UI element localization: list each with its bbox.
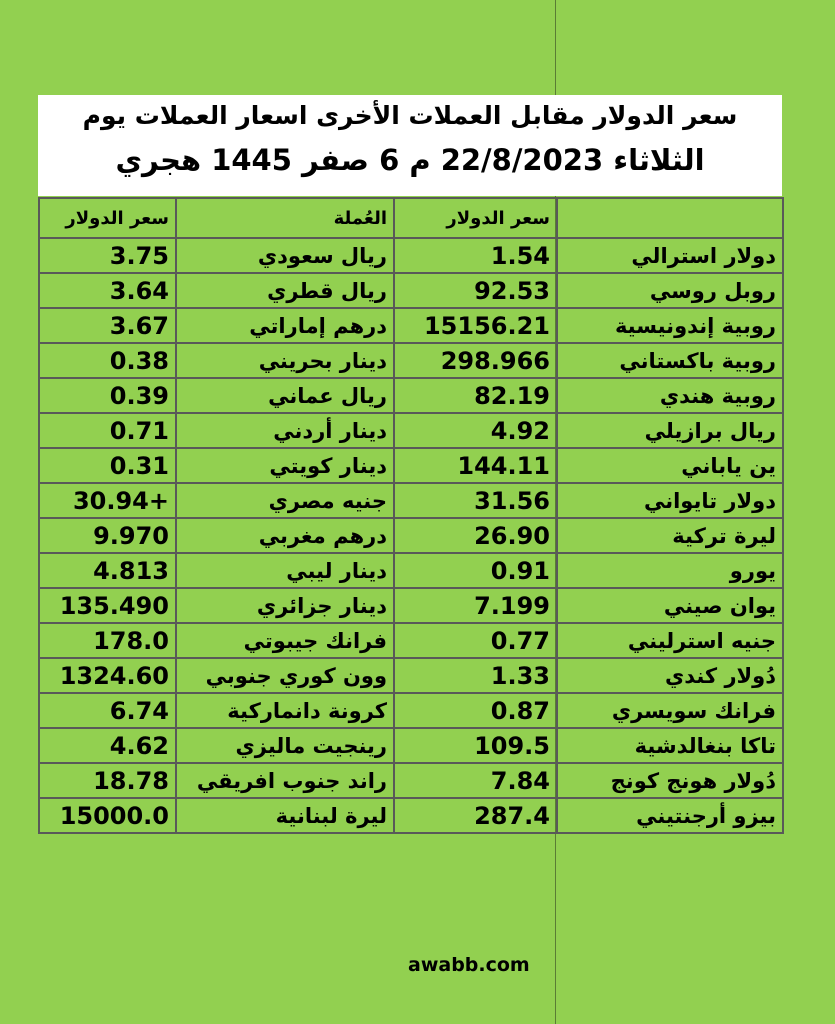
- currency-left-cell: دينار جزائري: [176, 588, 394, 623]
- usd-rate-right-cell: 0.77: [394, 623, 557, 658]
- title-box: [38, 95, 782, 196]
- table-row: [39, 553, 783, 588]
- currency-left-cell: ليرة لبنانية: [176, 798, 394, 833]
- table-row: [39, 343, 783, 378]
- currency-left-cell: كرونة دانماركية: [176, 693, 394, 728]
- exchange-rates-table: [38, 197, 784, 834]
- title-line-2: الثلاثاء 22/8/2023 م 6 صفر 1445 هجري: [115, 143, 705, 177]
- usd-rate-left-cell: 15000.0: [39, 798, 176, 833]
- currency-right-cell: روبية إندونيسية: [557, 308, 783, 343]
- usd-rate-left-cell: 3.75: [39, 238, 176, 273]
- usd-rate-right-cell: 31.56: [394, 483, 557, 518]
- table-row: [39, 413, 783, 448]
- header-currency-right: [557, 198, 783, 238]
- currency-left-cell: رينجيت ماليزي: [176, 728, 394, 763]
- usd-rate-right-cell: 7.199: [394, 588, 557, 623]
- footer-website: awabb.com: [408, 954, 530, 976]
- usd-rate-left-cell: 6.74: [39, 693, 176, 728]
- usd-rate-left-cell: 178.0: [39, 623, 176, 658]
- usd-rate-right-cell: 298.966: [394, 343, 557, 378]
- currency-right-cell: يورو: [557, 553, 783, 588]
- currency-left-cell: ريال قطري: [176, 273, 394, 308]
- usd-rate-left-cell: 4.62: [39, 728, 176, 763]
- table-row: [39, 518, 783, 553]
- header-usd-rate-right: سعر الدولار: [394, 198, 557, 238]
- currency-left-cell: دينار بحريني: [176, 343, 394, 378]
- usd-rate-left-cell: 0.31: [39, 448, 176, 483]
- currency-right-cell: جنيه استرليني: [557, 623, 783, 658]
- usd-rate-right-cell: 92.53: [394, 273, 557, 308]
- usd-rate-right-cell: 7.84: [394, 763, 557, 798]
- table-row: [39, 693, 783, 728]
- usd-rate-left-cell: 18.78: [39, 763, 176, 798]
- currency-left-cell: فرانك جيبوتي: [176, 623, 394, 658]
- currency-left-cell: جنيه مصري: [176, 483, 394, 518]
- currency-right-cell: دولار تايواني: [557, 483, 783, 518]
- currency-left-cell: دينار ليبي: [176, 553, 394, 588]
- usd-rate-left-cell: 0.38: [39, 343, 176, 378]
- table-row: [39, 483, 783, 518]
- table-row: [39, 378, 783, 413]
- header-usd-rate-left: سعر الدولار: [39, 198, 176, 238]
- usd-rate-left-cell: 4.813: [39, 553, 176, 588]
- usd-rate-left-cell: 9.970: [39, 518, 176, 553]
- usd-rate-left-cell: 0.39: [39, 378, 176, 413]
- usd-rate-right-cell: 0.91: [394, 553, 557, 588]
- currency-right-cell: دولار استرالي: [557, 238, 783, 273]
- usd-rate-left-cell: 3.67: [39, 308, 176, 343]
- usd-rate-right-cell: 26.90: [394, 518, 557, 553]
- table-row: [39, 273, 783, 308]
- table-row: [39, 728, 783, 763]
- currency-right-cell: فرانك سويسري: [557, 693, 783, 728]
- usd-rate-right-cell: 82.19: [394, 378, 557, 413]
- header-currency-left: العُملة: [176, 198, 394, 238]
- usd-rate-left-cell: 30.94+: [39, 483, 176, 518]
- table-row: [39, 658, 783, 693]
- currency-right-cell: ين ياباني: [557, 448, 783, 483]
- table-row: [39, 238, 783, 273]
- currency-right-cell: بيزو أرجنتيني: [557, 798, 783, 833]
- currency-right-cell: روبية باكستاني: [557, 343, 783, 378]
- table-row: [39, 623, 783, 658]
- currency-left-cell: وون كوري جنوبي: [176, 658, 394, 693]
- currency-right-cell: روبل روسي: [557, 273, 783, 308]
- table-row: [39, 798, 783, 833]
- title-line-1: سعر الدولار مقابل العملات الأخرى اسعار العملات يوم: [82, 101, 738, 130]
- table-row: [39, 308, 783, 343]
- usd-rate-right-cell: 109.5: [394, 728, 557, 763]
- currency-right-cell: دُولار هونج كونج: [557, 763, 783, 798]
- usd-rate-left-cell: 135.490: [39, 588, 176, 623]
- usd-rate-right-cell: 1.54: [394, 238, 557, 273]
- currency-right-cell: روبية هندي: [557, 378, 783, 413]
- currency-right-cell: تاكا بنغالدشية: [557, 728, 783, 763]
- currency-left-cell: ريال سعودي: [176, 238, 394, 273]
- usd-rate-right-cell: 0.87: [394, 693, 557, 728]
- table-header-row: [39, 198, 783, 238]
- currency-left-cell: راند جنوب افريقي: [176, 763, 394, 798]
- usd-rate-right-cell: 144.11: [394, 448, 557, 483]
- currency-left-cell: دينار أردني: [176, 413, 394, 448]
- currency-left-cell: ريال عماني: [176, 378, 394, 413]
- usd-rate-right-cell: 15156.21: [394, 308, 557, 343]
- currency-right-cell: ليرة تركية: [557, 518, 783, 553]
- usd-rate-right-cell: 287.4: [394, 798, 557, 833]
- currency-left-cell: درهم مغربي: [176, 518, 394, 553]
- currency-right-cell: دُولار كندي: [557, 658, 783, 693]
- currency-left-cell: دينار كويتي: [176, 448, 394, 483]
- usd-rate-left-cell: 3.64: [39, 273, 176, 308]
- table-row: [39, 763, 783, 798]
- table-row: [39, 588, 783, 623]
- currency-right-cell: يوان صيني: [557, 588, 783, 623]
- usd-rate-right-cell: 4.92: [394, 413, 557, 448]
- currency-right-cell: ريال برازيلي: [557, 413, 783, 448]
- usd-rate-left-cell: 0.71: [39, 413, 176, 448]
- usd-rate-right-cell: 1.33: [394, 658, 557, 693]
- usd-rate-left-cell: 1324.60: [39, 658, 176, 693]
- currency-left-cell: درهم إماراتي: [176, 308, 394, 343]
- table-row: [39, 448, 783, 483]
